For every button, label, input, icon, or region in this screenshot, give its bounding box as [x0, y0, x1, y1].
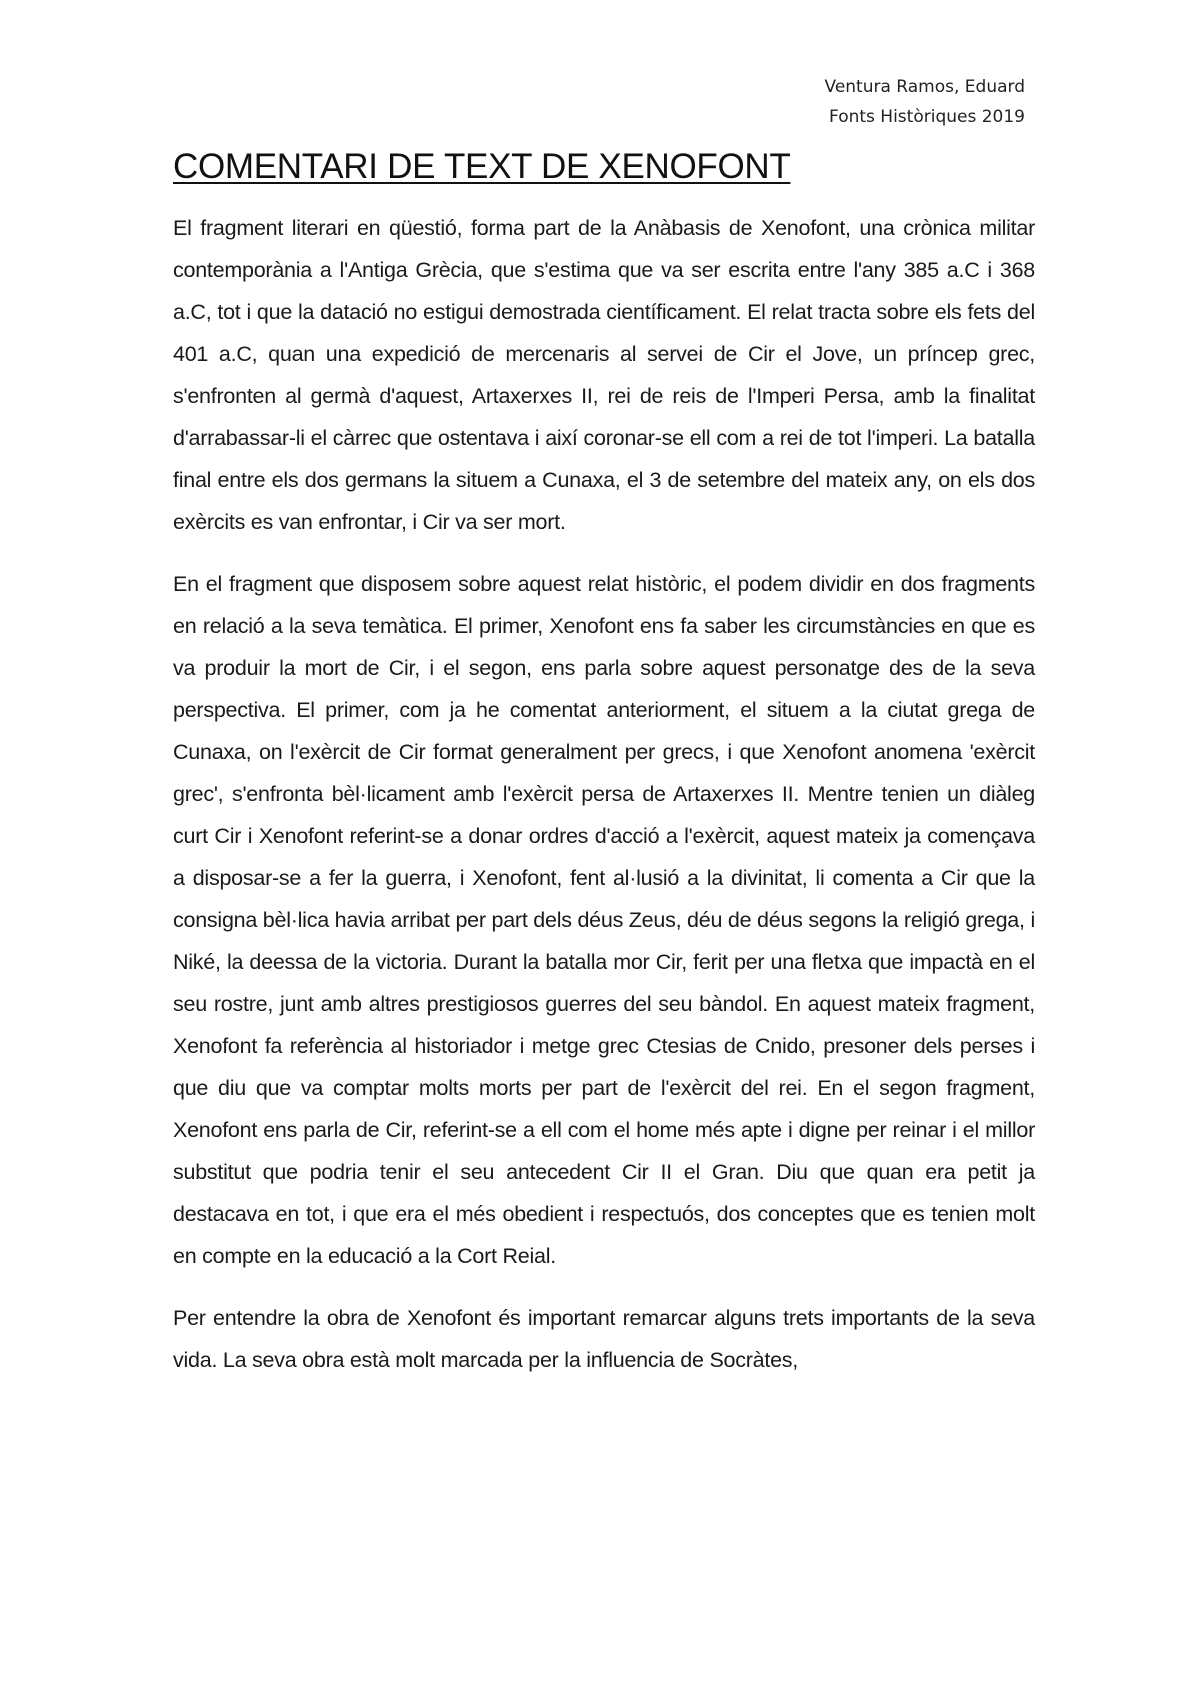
paragraph: El fragment literari en qüestió, forma part de la Anàbasis de Xenofont, una crònica militar contemporània a l'Antiga Grècia, que s'estima que va ser escrita entre l'any 385 a.C i 368 a.C, tot i que la datació no estigui demostrada científicament. El relat tracta sobre els fets del 401 a.C, quan una expedició de mercenaris al servei de Cir el Jove, un príncep grec, s'enfronten al germà d'aquest, Artaxerxes II, rei de reis de l'Imperi Persa, amb la finalitat d'arrabassar-li el càrrec que ostentava i així coronar-se ell com a rei de tot l'imperi. La batalla final entre els dos germans la situem a Cunaxa, el 3 de setembre del mateix any, on els dos exèrcits es van enfrontar, i Cir va ser mort. [173, 216, 1035, 534]
page-header [825, 72, 1025, 132]
course-label: Fonts Històriques 2019 [829, 107, 1025, 127]
author-name: Ventura Ramos, Eduard [824, 77, 1025, 97]
paragraph: Per entendre la obra de Xenofont és important remarcar alguns trets importants de la seva vida. La seva obra està molt marcada per la influencia de Socràtes, [173, 1306, 1035, 1372]
paragraph: En el fragment que disposem sobre aquest relat històric, el podem dividir en dos fragments en relació a la seva temàtica. El primer, Xenofont ens fa saber les circumstàncies en que es va produir la mort de Cir, i el segon, ens parla sobre aquest personatge des de la seva perspectiva. El primer, com ja he comentat anteriorment, el situem a la ciutat grega de Cunaxa, on l'exèrcit de Cir format generalment per grecs, i que Xenofont anomena 'exèrcit grec', s'enfronta bèl·licament amb l'exèrcit persa de Artaxerxes II. Mentre tenien un diàleg curt Cir i Xenofont referint-se a donar ordres d'acció a l'exèrcit, aquest mateix ja començava a disposar-se a fer la guerra, i Xenofont, fent al·lusió a la divinitat, li comenta a Cir que la consigna bèl·lica havia arribat per part dels déus Zeus, déu de déus segons la religió grega, i Niké, la deessa de la victoria. Durant la batalla mor Cir, ferit per una fletxa que impactà en el seu rostre, junt amb altres prestigiosos guerres del seu bàndol. En aquest mateix fragment, Xenofont fa referència al historiador i metge grec Ctesias de Cnido, presoner dels perses i que diu que va comptar molts morts per part de l'exèrcit del rei. En el segon fragment, Xenofont ens parla de Cir, referint-se a ell com el home més apte i digne per reinar i el millor substitut que podria tenir el seu antecedent Cir II el Gran. Diu que quan era petit ja destacava en tot, i que era el més obedient i respectuós, dos conceptes que es tenien molt en compte en la educació a la Cort Reial. [173, 572, 1035, 1268]
document-title: COMENTARI DE TEXT DE XENOFONT [173, 147, 791, 186]
document-body [173, 207, 1035, 1401]
